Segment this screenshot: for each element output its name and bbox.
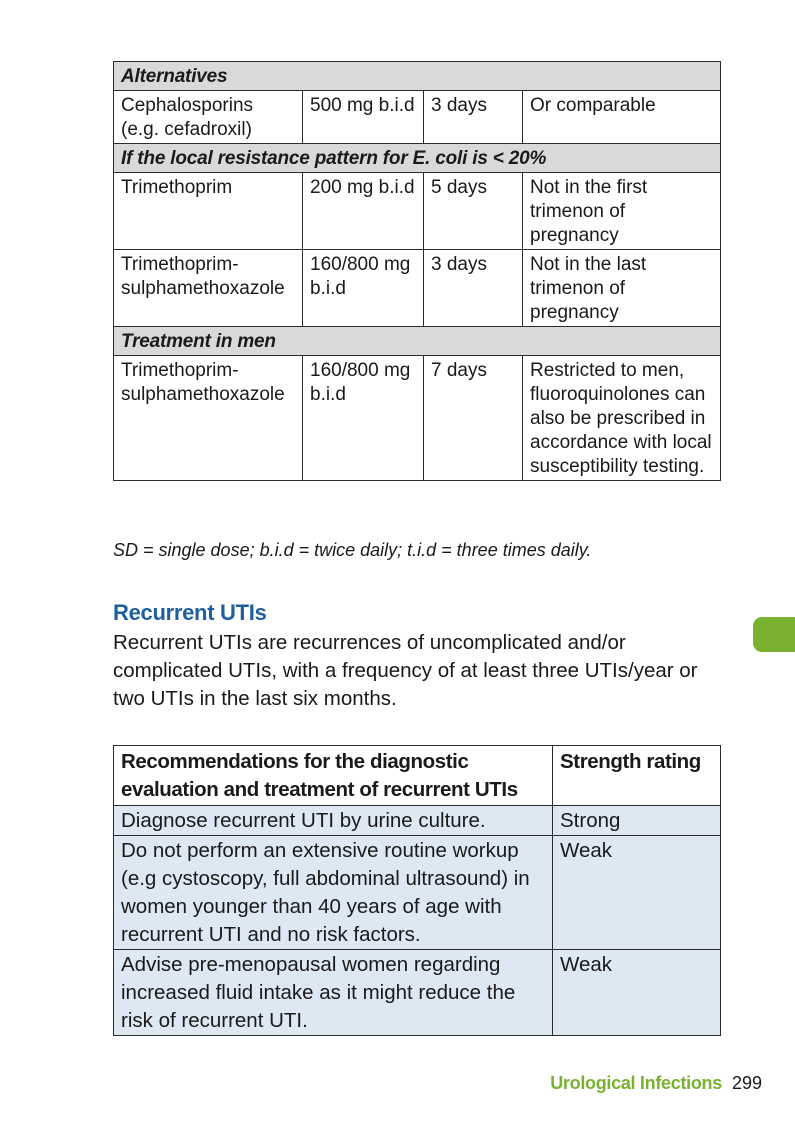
comment-cell: Not in the first trimenon of pregnancy: [523, 173, 721, 250]
table-section-header: [114, 144, 721, 173]
comment-cell: Not in the last trimenon of pregnancy: [523, 250, 721, 327]
page-number: 299: [731, 1073, 762, 1093]
dose-cell: 200 mg b.i.d: [303, 173, 424, 250]
strength-cell: Strong: [553, 806, 721, 836]
table-row: [114, 950, 721, 1036]
table-footnote: SD = single dose; b.i.d = twice daily; t.i.d = three times daily.: [113, 540, 592, 560]
recommendation-cell: Advise pre-menopausal women regarding increased fluid intake as it might reduce the risk of recurrent UTI.: [114, 950, 553, 1036]
section-paragraph: Recurrent UTIs are recurrences of uncomplicated and/or complicated UTIs, with a frequency of at least three UTIs/year or two UTIs in the last six months.: [113, 631, 698, 710]
section-title-alternatives: Alternatives: [114, 62, 721, 91]
strength-cell: Weak: [553, 836, 721, 950]
chapter-title: Urological Infections: [550, 1073, 722, 1093]
comment-cell: Or comparable: [523, 91, 721, 144]
table-row: [114, 806, 721, 836]
duration-cell: 3 days: [424, 250, 523, 327]
section-title-resistance: If the local resistance pattern for E. coli is < 20%: [114, 144, 721, 173]
chapter-tab-marker: [753, 617, 795, 652]
antibiotic-regimen-table: [113, 61, 721, 481]
dose-cell: 500 mg b.i.d: [303, 91, 424, 144]
table-section-header: [114, 62, 721, 91]
recommendation-table: [113, 745, 721, 1036]
drug-cell: Trimethoprim: [114, 173, 303, 250]
table-row: [114, 91, 721, 144]
duration-cell: 5 days: [424, 173, 523, 250]
drug-cell: Cephalosporins (e.g. cefadroxil): [114, 91, 303, 144]
recommendation-cell: Do not perform an extensive routine workup (e.g cystoscopy, full abdominal ultrasound) in women younger than 40 years of age with recurrent UTI and no risk factors.: [114, 836, 553, 950]
duration-cell: 7 days: [424, 356, 523, 481]
recommendation-header: Recommendations for the diagnostic evaluation and treatment of recurrent UTIs: [114, 746, 553, 806]
comment-cell: Restricted to men, fluoroquinolones can also be prescribed in accordance with local susceptibility testing.: [523, 356, 721, 481]
page-footer: [550, 1073, 762, 1094]
section-heading: Recurrent UTIs: [113, 600, 267, 625]
strength-header: Strength rating: [553, 746, 721, 806]
drug-cell: Trimethoprim-sulphamethoxazole: [114, 356, 303, 481]
duration-cell: 3 days: [424, 91, 523, 144]
drug-cell: Trimethoprim-sulphamethoxazole: [114, 250, 303, 327]
recommendation-cell: Diagnose recurrent UTI by urine culture.: [114, 806, 553, 836]
table-row: [114, 836, 721, 950]
table-row: [114, 356, 721, 481]
table-row: [114, 173, 721, 250]
dose-cell: 160/800 mg b.i.d: [303, 356, 424, 481]
table-row: [114, 250, 721, 327]
strength-cell: Weak: [553, 950, 721, 1036]
table-header-row: [114, 746, 721, 806]
dose-cell: 160/800 mg b.i.d: [303, 250, 424, 327]
table-section-header: [114, 327, 721, 356]
section-title-men: Treatment in men: [114, 327, 721, 356]
